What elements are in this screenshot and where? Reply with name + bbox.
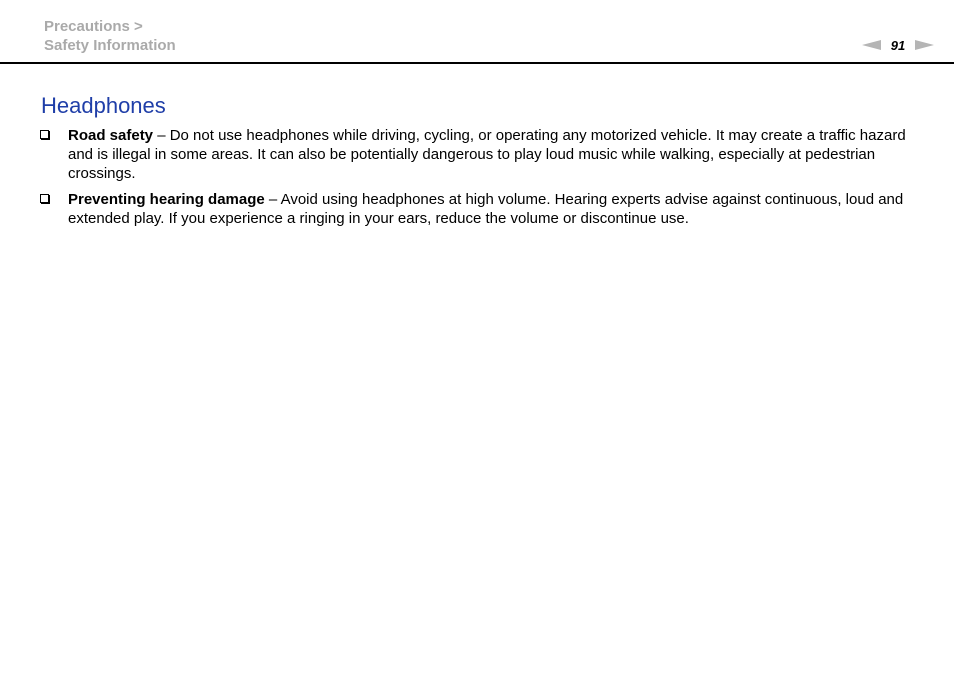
breadcrumb xyxy=(44,17,176,55)
header-divider xyxy=(0,62,954,64)
page-number: 91 xyxy=(890,37,906,53)
checkbox-bullet-icon xyxy=(40,194,49,203)
previous-page-arrow-icon[interactable] xyxy=(862,40,881,50)
list-item xyxy=(40,126,920,183)
next-page-arrow-icon[interactable] xyxy=(915,40,934,50)
item-text: – Do not use headphones while driving, cycling, or operating any motorized vehicle. It may create a traffic hazard and is illegal in some areas. It can also be potentially dangerous to play loud music while walking, especially at pedestrian crossings. xyxy=(68,127,906,182)
item-term: Preventing hearing damage xyxy=(68,191,265,208)
section-title: Headphones xyxy=(41,93,166,118)
item-text: – Avoid using headphones at high volume. Hearing experts advise against continuous, loud and extended play. If you experience a ringing in your ears, reduce the volume or discontinue use. xyxy=(68,191,904,227)
page-navigation xyxy=(862,37,934,53)
checkbox-bullet-icon xyxy=(40,130,49,139)
item-term: Road safety xyxy=(68,127,154,144)
breadcrumb-parent[interactable]: Precautions > xyxy=(44,18,143,35)
precaution-list xyxy=(40,126,920,235)
breadcrumb-current[interactable]: Safety Information xyxy=(44,37,176,54)
list-item xyxy=(40,190,920,228)
